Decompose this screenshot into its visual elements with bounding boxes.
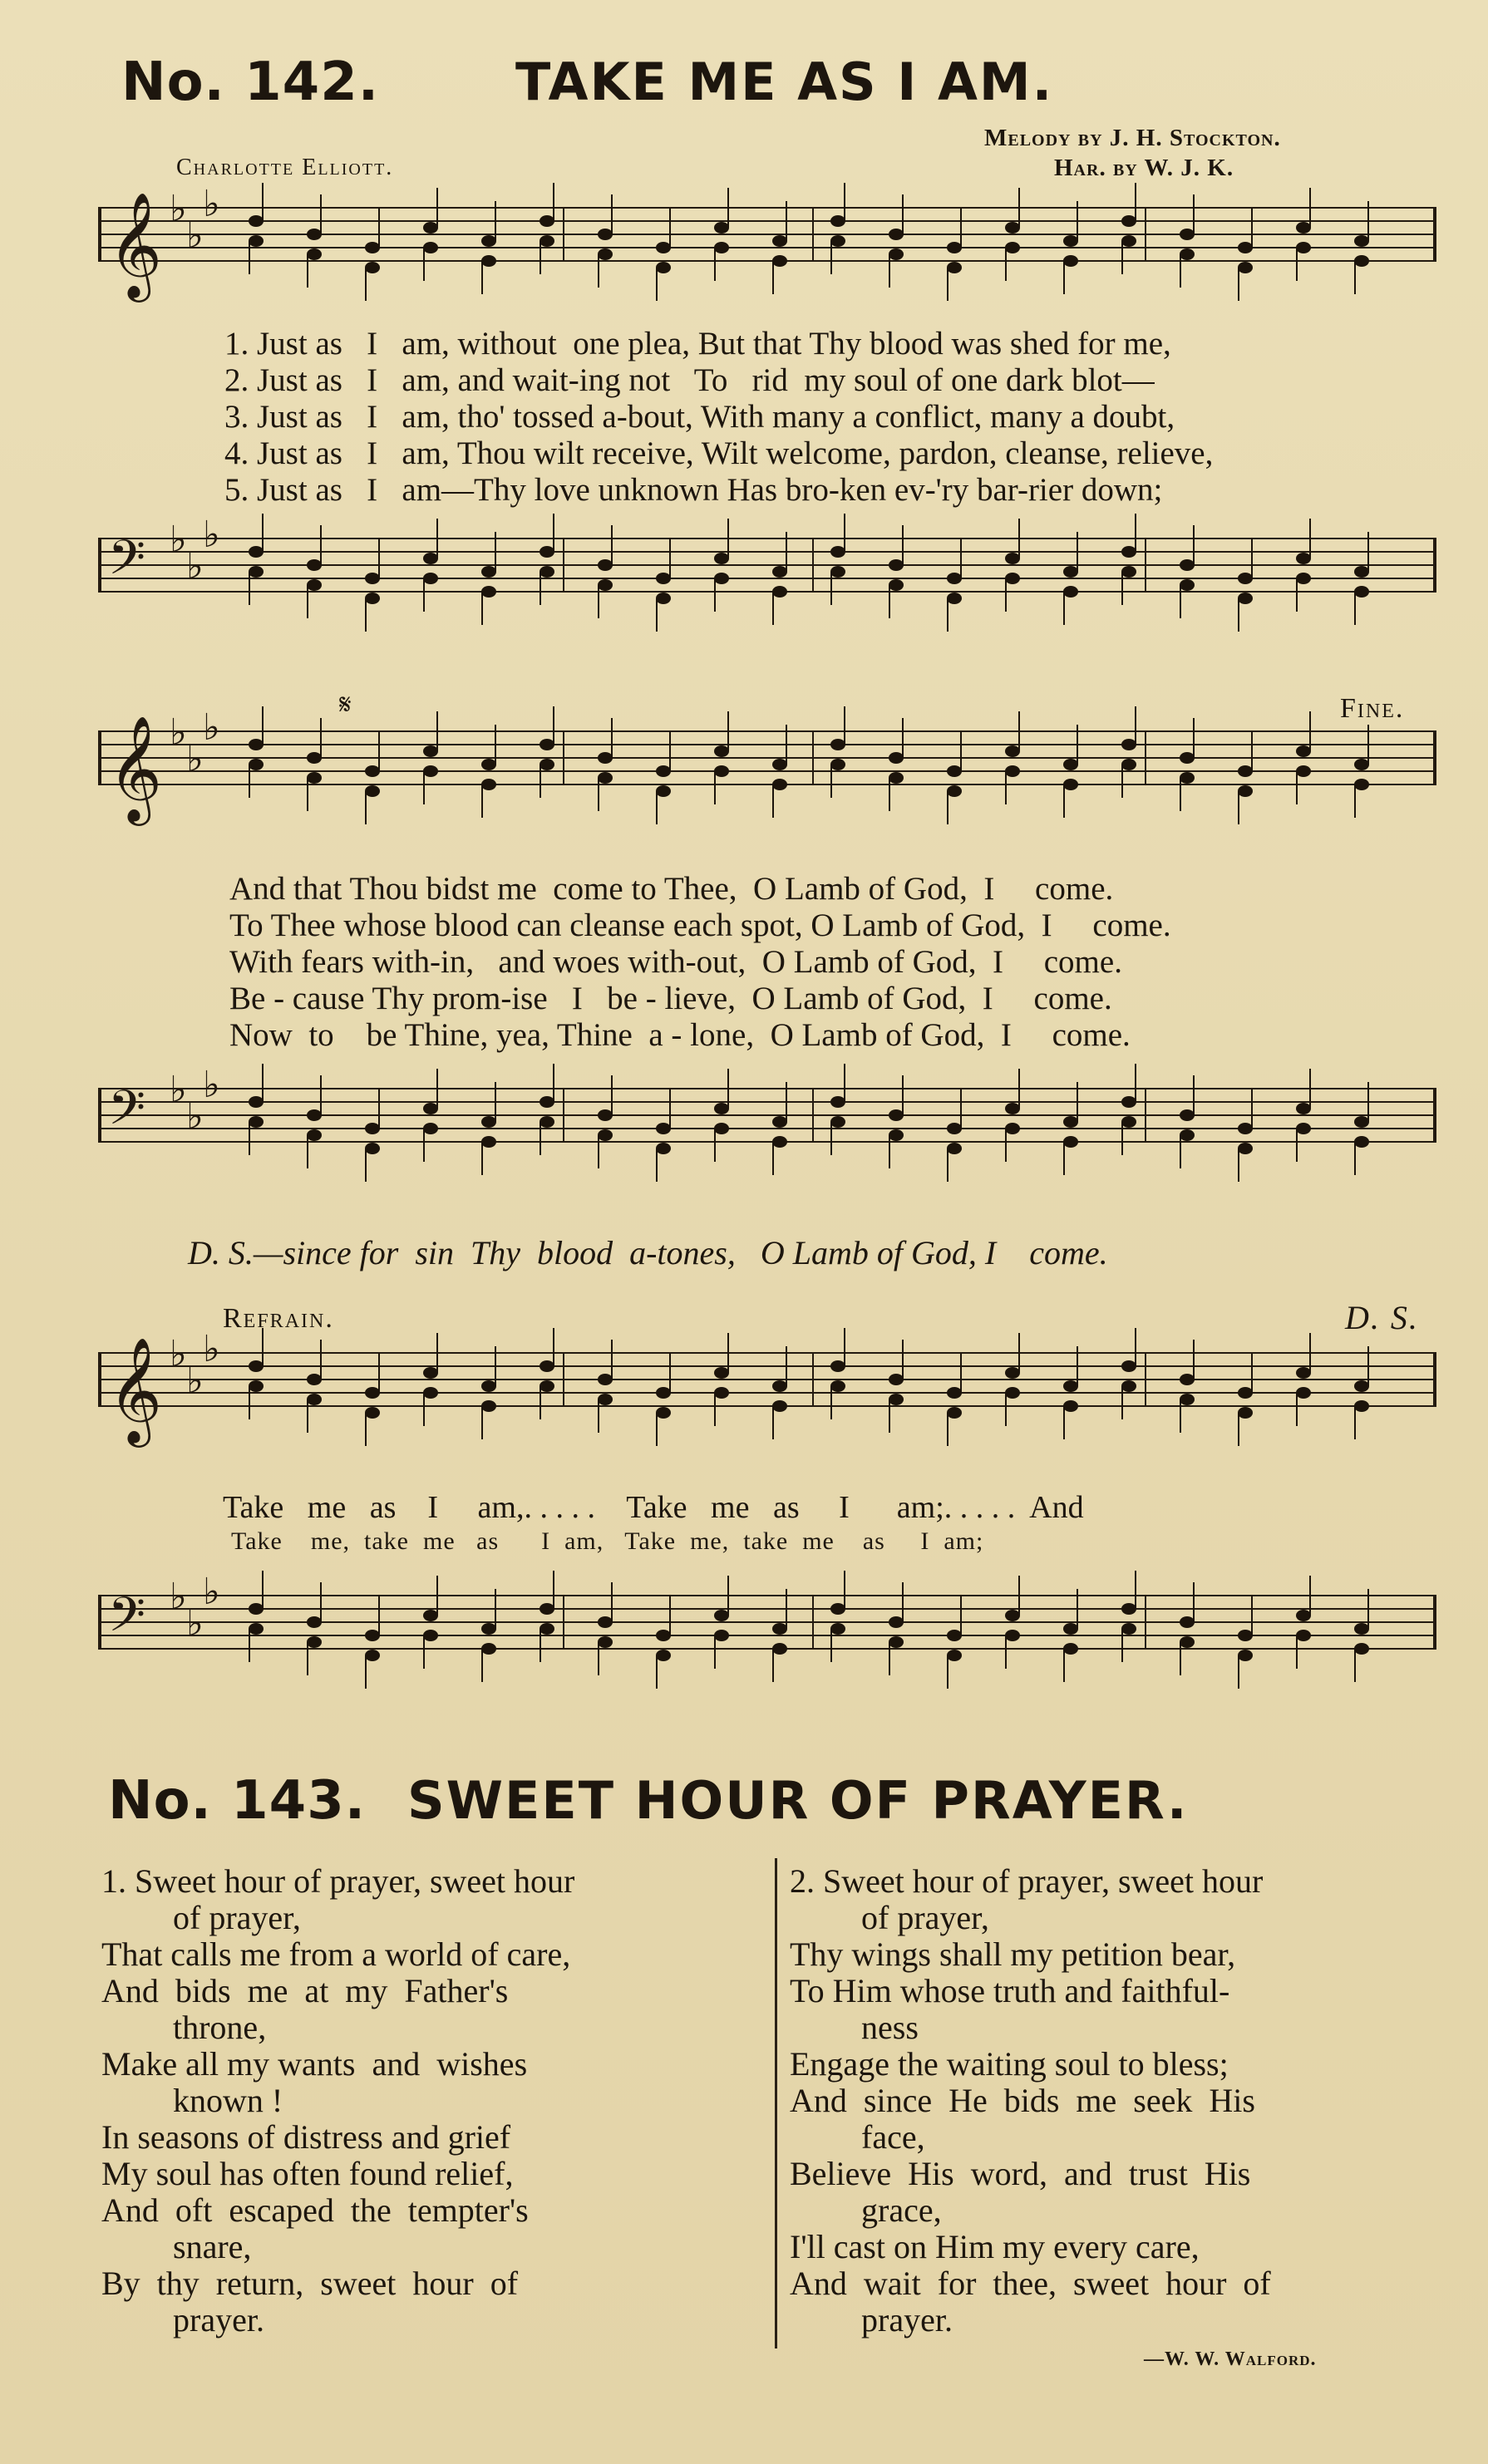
poem-line: And oft escaped the tempter's [101, 2191, 529, 2229]
poem-line: ness [861, 2009, 919, 2046]
svg-text:♭: ♭ [186, 1602, 204, 1645]
svg-text:♭: ♭ [203, 1571, 220, 1613]
refrain-label: Refrain. [223, 1303, 334, 1334]
refrain-lyric-line-2: Take me, take me as I am, Take me, take me as I am; [231, 1527, 984, 1555]
poem-line: I'll cast on Him my every care, [790, 2228, 1200, 2265]
poem-line: known ! [173, 2082, 283, 2119]
poem-line: My soul has often found relief, [101, 2155, 514, 2192]
poem-line: And bids me at my Father's [101, 1972, 509, 2009]
hymn-142-title: TAKE ME AS I AM. [515, 52, 1054, 112]
svg-text:♭: ♭ [170, 1576, 187, 1618]
verse-2-line-a: 2. Just as I am, and wait-ing not To rid my soul of one dark blot— [224, 362, 1155, 398]
verse-5-line-b: Now to be Thine, yea, Thine a - lone, O Lamb of God, I come. [229, 1017, 1131, 1053]
svg-text:♭: ♭ [170, 711, 187, 754]
system-1-treble-staff [98, 183, 1445, 316]
svg-text:♭: ♭ [186, 738, 204, 780]
poem-line: To Him whose truth and faithful- [790, 1972, 1230, 2009]
poem-line: And since He bids me seek His [790, 2082, 1255, 2119]
svg-text:♭: ♭ [203, 183, 220, 225]
poem-line: Thy wings shall my petition bear, [790, 1935, 1236, 1973]
poem-line: prayer. [861, 2301, 953, 2339]
hymn-143-author: —W. W. Walford. [1144, 2348, 1317, 2370]
system-2-treble-staff [98, 706, 1445, 839]
column-divider [775, 1858, 777, 2348]
poem-line: 2. Sweet hour of prayer, sweet hour [790, 1862, 1264, 1900]
poem-line: of prayer, [861, 1899, 989, 1936]
poem-line: prayer. [173, 2301, 264, 2339]
svg-text:♭: ♭ [186, 1360, 204, 1402]
hymn-143-number: No. 143. [108, 1770, 367, 1832]
hymn-143-title: SWEET HOUR OF PRAYER. [407, 1770, 1189, 1831]
system-2-bass-staff [98, 1064, 1445, 1205]
poem-line: 1. Sweet hour of prayer, sweet hour [101, 1862, 575, 1900]
poem-line: face, [861, 2118, 925, 2156]
ds-lyric-line: D. S.—since for sin Thy blood a-tones, O Lamb of God, I come. [188, 1234, 1108, 1271]
segno-mark: 𝄋 [339, 690, 353, 721]
svg-text:♭: ♭ [170, 519, 187, 561]
poem-line: And wait for thee, sweet hour of [790, 2265, 1271, 2302]
svg-text:♭: ♭ [203, 514, 220, 556]
verse-1-line-b: And that Thou bidst me come to Thee, O Lamb of God, I come. [229, 871, 1114, 907]
refrain-lyric-line-1: Take me as I am,. . . . . Take me as I am;. . . . . And [223, 1490, 1084, 1525]
poem-line: Believe His word, and trust His [790, 2155, 1251, 2192]
poem-line: In seasons of distress and grief [101, 2118, 511, 2156]
fine-mark: Fine. [1340, 693, 1405, 724]
verse-4-line-a: 4. Just as I am, Thou wilt receive, Wilt welcome, pardon, cleanse, relieve, [224, 435, 1214, 471]
svg-text:𝄢: 𝄢 [108, 1586, 146, 1655]
system-3-treble-staff [98, 1328, 1445, 1461]
poem-line: grace, [861, 2191, 942, 2229]
poem-line: That calls me from a world of care, [101, 1935, 571, 1973]
svg-text:♭: ♭ [186, 1095, 204, 1138]
poem-line: By thy return, sweet hour of [101, 2265, 519, 2302]
svg-text:𝄞: 𝄞 [108, 191, 163, 298]
hymn-143-stanza-2 [790, 1863, 1455, 2339]
svg-text:♭: ♭ [203, 1064, 220, 1106]
poem-line: Engage the waiting soul to bless; [790, 2045, 1229, 2083]
harmony-credit: Har. by W. J. K. [1054, 155, 1234, 181]
svg-text:♭: ♭ [170, 1069, 187, 1111]
verse-2-line-b: To Thee whose blood can cleanse each spot, O Lamb of God, I come. [229, 907, 1171, 943]
svg-text:𝄞: 𝄞 [108, 1336, 163, 1443]
ds-mark: D. S. [1345, 1299, 1419, 1336]
svg-text:♭: ♭ [170, 188, 187, 230]
system-1-bass-staff [98, 514, 1445, 655]
poem-line: throne, [173, 2009, 267, 2046]
system-1-lyrics [224, 326, 1213, 509]
verse-3-line-b: With fears with-in, and woes with-out, O Lamb of God, I come. [229, 944, 1122, 980]
poem-line: of prayer, [173, 1899, 301, 1936]
svg-text:𝄞: 𝄞 [108, 715, 163, 821]
svg-text:♭: ♭ [170, 1333, 187, 1375]
poem-line: Make all my wants and wishes [101, 2045, 528, 2083]
svg-text:♭: ♭ [186, 545, 204, 588]
svg-text:𝄢: 𝄢 [108, 529, 146, 598]
lyricist-credit: Charlotte Elliott. [176, 155, 394, 180]
system-2-lyrics [229, 871, 1171, 1054]
verse-5-line-a: 5. Just as I am—Thy love unknown Has bro-ken ev-'ry bar-rier down; [224, 472, 1163, 508]
hymn-142-number: No. 142. [121, 52, 380, 113]
verse-1-line-a: 1. Just as I am, without one plea, But that Thy blood was shed for me, [224, 326, 1171, 361]
poem-line: snare, [173, 2228, 252, 2265]
verse-4-line-b: Be - cause Thy prom-ise I be - lieve, O Lamb of God, I come. [229, 981, 1112, 1016]
svg-text:♭: ♭ [203, 706, 220, 749]
svg-text:♭: ♭ [203, 1328, 220, 1370]
hymn-143-stanza-1 [101, 1863, 783, 2339]
svg-text:♭: ♭ [186, 214, 204, 257]
svg-text:𝄢: 𝄢 [108, 1080, 146, 1148]
melody-credit: Melody by J. H. Stockton. [984, 125, 1281, 151]
verse-3-line-a: 3. Just as I am, tho' tossed a-bout, With many a conflict, many a doubt, [224, 399, 1175, 435]
system-3-bass-staff [98, 1571, 1445, 1712]
